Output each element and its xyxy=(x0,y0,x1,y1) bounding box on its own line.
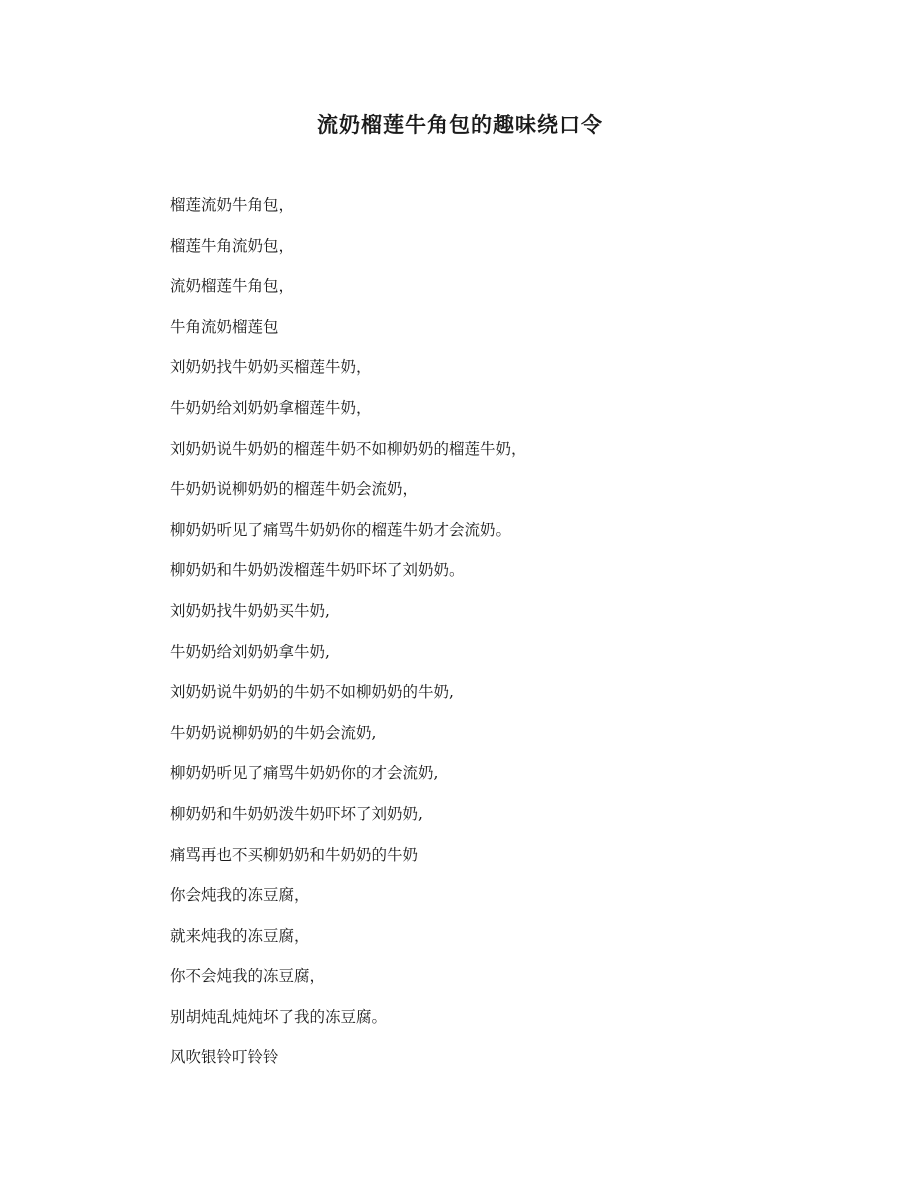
verse-line: 你不会炖我的冻豆腐， xyxy=(170,967,326,986)
verse-line: 柳奶奶听见了痛骂牛奶奶你的才会流奶, xyxy=(170,764,439,783)
verse-line: 你会炖我的冻豆腐， xyxy=(170,886,310,905)
page-title: 流奶榴莲牛角包的趣味绕口令 xyxy=(317,112,603,137)
verse-line: 牛奶奶说柳奶奶的榴莲牛奶会流奶， xyxy=(170,480,419,499)
verse-line: 刘奶奶说牛奶奶的榴莲牛奶不如柳奶奶的榴莲牛奶， xyxy=(170,439,527,458)
verse-line: 牛奶奶给刘奶奶拿牛奶, xyxy=(170,642,330,661)
verse-line: 流奶榴莲牛角包， xyxy=(170,277,295,296)
verse-line: 痛骂再也不买柳奶奶和牛奶奶的牛奶 xyxy=(170,845,419,864)
verse-line: 榴莲牛角流奶包， xyxy=(170,236,295,255)
verse-line: 别胡炖乱炖炖坏了我的冻豆腐。 xyxy=(170,1007,388,1026)
verse-line: 牛角流奶榴莲包 xyxy=(170,317,279,336)
verse-line: 牛奶奶给刘奶奶拿榴莲牛奶， xyxy=(170,398,372,417)
verse-line: 牛奶奶说柳奶奶的牛奶会流奶, xyxy=(170,723,377,742)
verse-line: 柳奶奶听见了痛骂牛奶奶你的榴莲牛奶才会流奶。 xyxy=(170,520,512,539)
verse-line: 刘奶奶找牛奶奶买牛奶, xyxy=(170,601,330,620)
verse-line: 柳奶奶和牛奶奶泼榴莲牛奶吓坏了刘奶奶。 xyxy=(170,561,465,580)
verse-line: 榴莲流奶牛角包， xyxy=(170,196,295,214)
verse-line: 就来炖我的冻豆腐， xyxy=(170,926,310,945)
verse-line: 刘奶奶找牛奶奶买榴莲牛奶， xyxy=(170,358,372,377)
verse-list xyxy=(170,190,870,1083)
verse-line: 柳奶奶和牛奶奶泼牛奶吓坏了刘奶奶, xyxy=(170,804,423,823)
verse-line: 风吹银铃叮铃铃 xyxy=(170,1048,279,1067)
verse-line: 刘奶奶说牛奶奶的牛奶不如柳奶奶的牛奶, xyxy=(170,683,454,702)
